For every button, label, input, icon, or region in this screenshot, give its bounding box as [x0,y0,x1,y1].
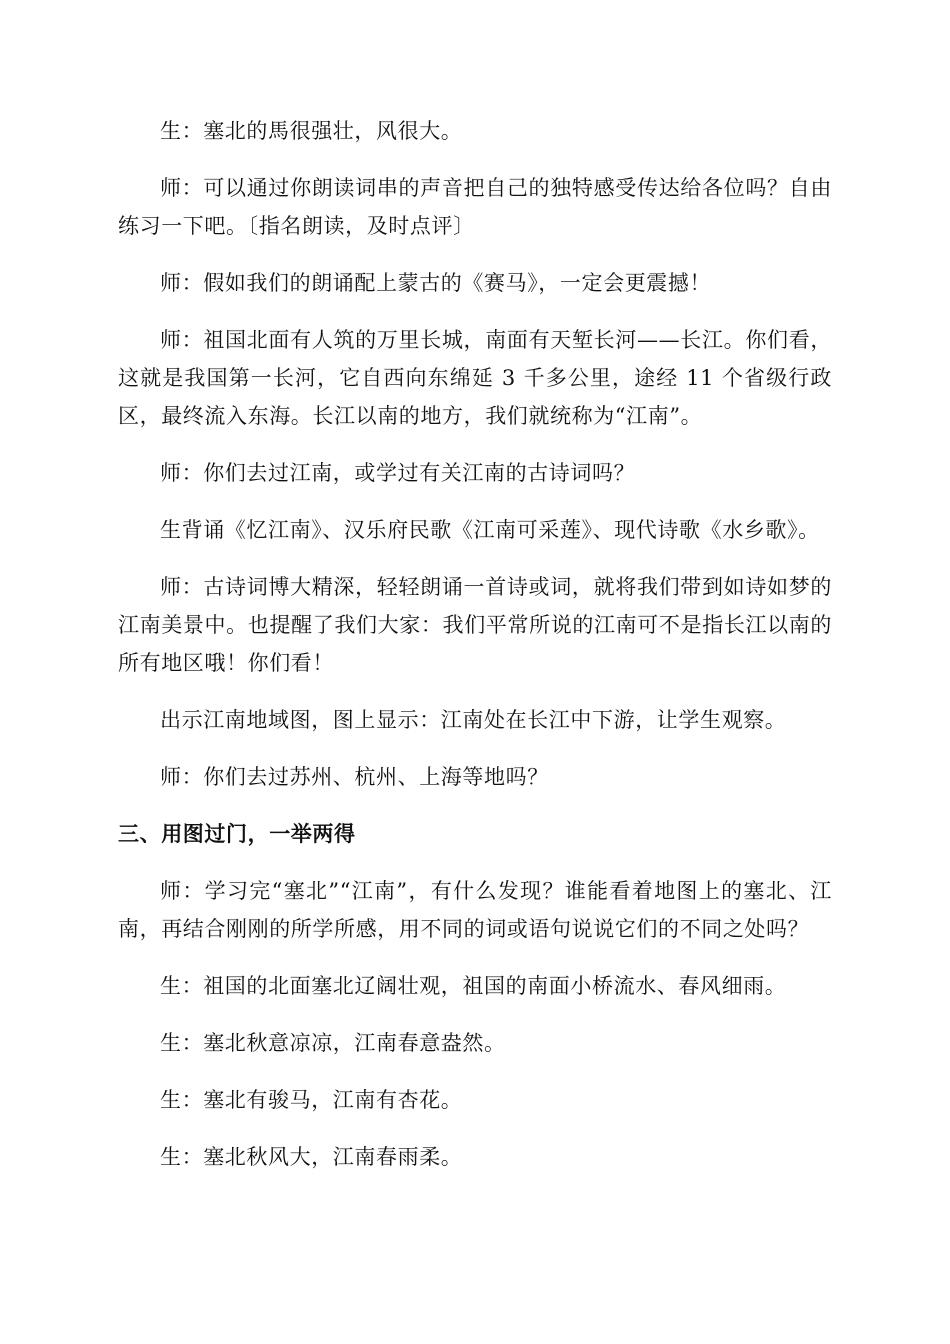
document-page [118,112,832,1176]
paragraph-6: 生背诵《忆江南》、汉乐府民歌《江南可采莲》、现代诗歌《水乡歌》。 [160,518,820,542]
paragraph-11: 生：祖国的北面塞北辽阔壮观，祖国的南面小桥流水、春风细雨。 [160,974,787,998]
paragraph-4: 师：祖国北面有人筑的万里长城，南面有天堑长河——长江。你们看，这就是我国第一长河，它自西向东绵延 3 千多公里，途经 11 个省级行政区，最终流入东海。长江以南的地方，我们就统称为“江南”。 [118,328,832,428]
paragraph-7: 师：古诗词博大精深，轻轻朗诵一首诗或词，就将我们带到如诗如梦的江南美景中。也提醒了我们大家：我们平常所说的江南可不是指长江以南的所有地区哦！你们看！ [118,575,832,675]
paragraph-9: 师：你们去过苏州、杭州、上海等地吗？ [160,765,549,789]
paragraph-2: 师：可以通过你朗读词串的声音把自己的独特感受传达给各位吗？自由练习一下吧。〔指名朗读，及时点评〕 [118,176,832,238]
paragraph-14: 生：塞北秋风大，江南春雨柔。 [160,1145,463,1169]
paragraph-12: 生：塞北秋意凉凉，江南春意盎然。 [160,1031,506,1055]
section-heading: 三、用图过门，一举两得 [118,822,356,846]
paragraph-8: 出示江南地域图，图上显示：江南处在长江中下游，让学生观察。 [160,708,787,732]
paragraph-10: 师：学习完“塞北”“江南”，有什么发现？谁能看着地图上的塞北、江南，再结合刚刚的所学所感，用不同的词或语句说说它们的不同之处吗？ [118,879,832,941]
paragraph-1: 生：塞北的馬很强壮，风很大。 [160,119,463,143]
paragraph-3: 师：假如我们的朗诵配上蒙古的《赛马》，一定会更震撼！ [160,271,712,295]
paragraph-5: 师：你们去过江南，或学过有关江南的古诗词吗？ [160,461,636,485]
paragraph-13: 生：塞北有骏马，江南有杏花。 [160,1088,463,1112]
